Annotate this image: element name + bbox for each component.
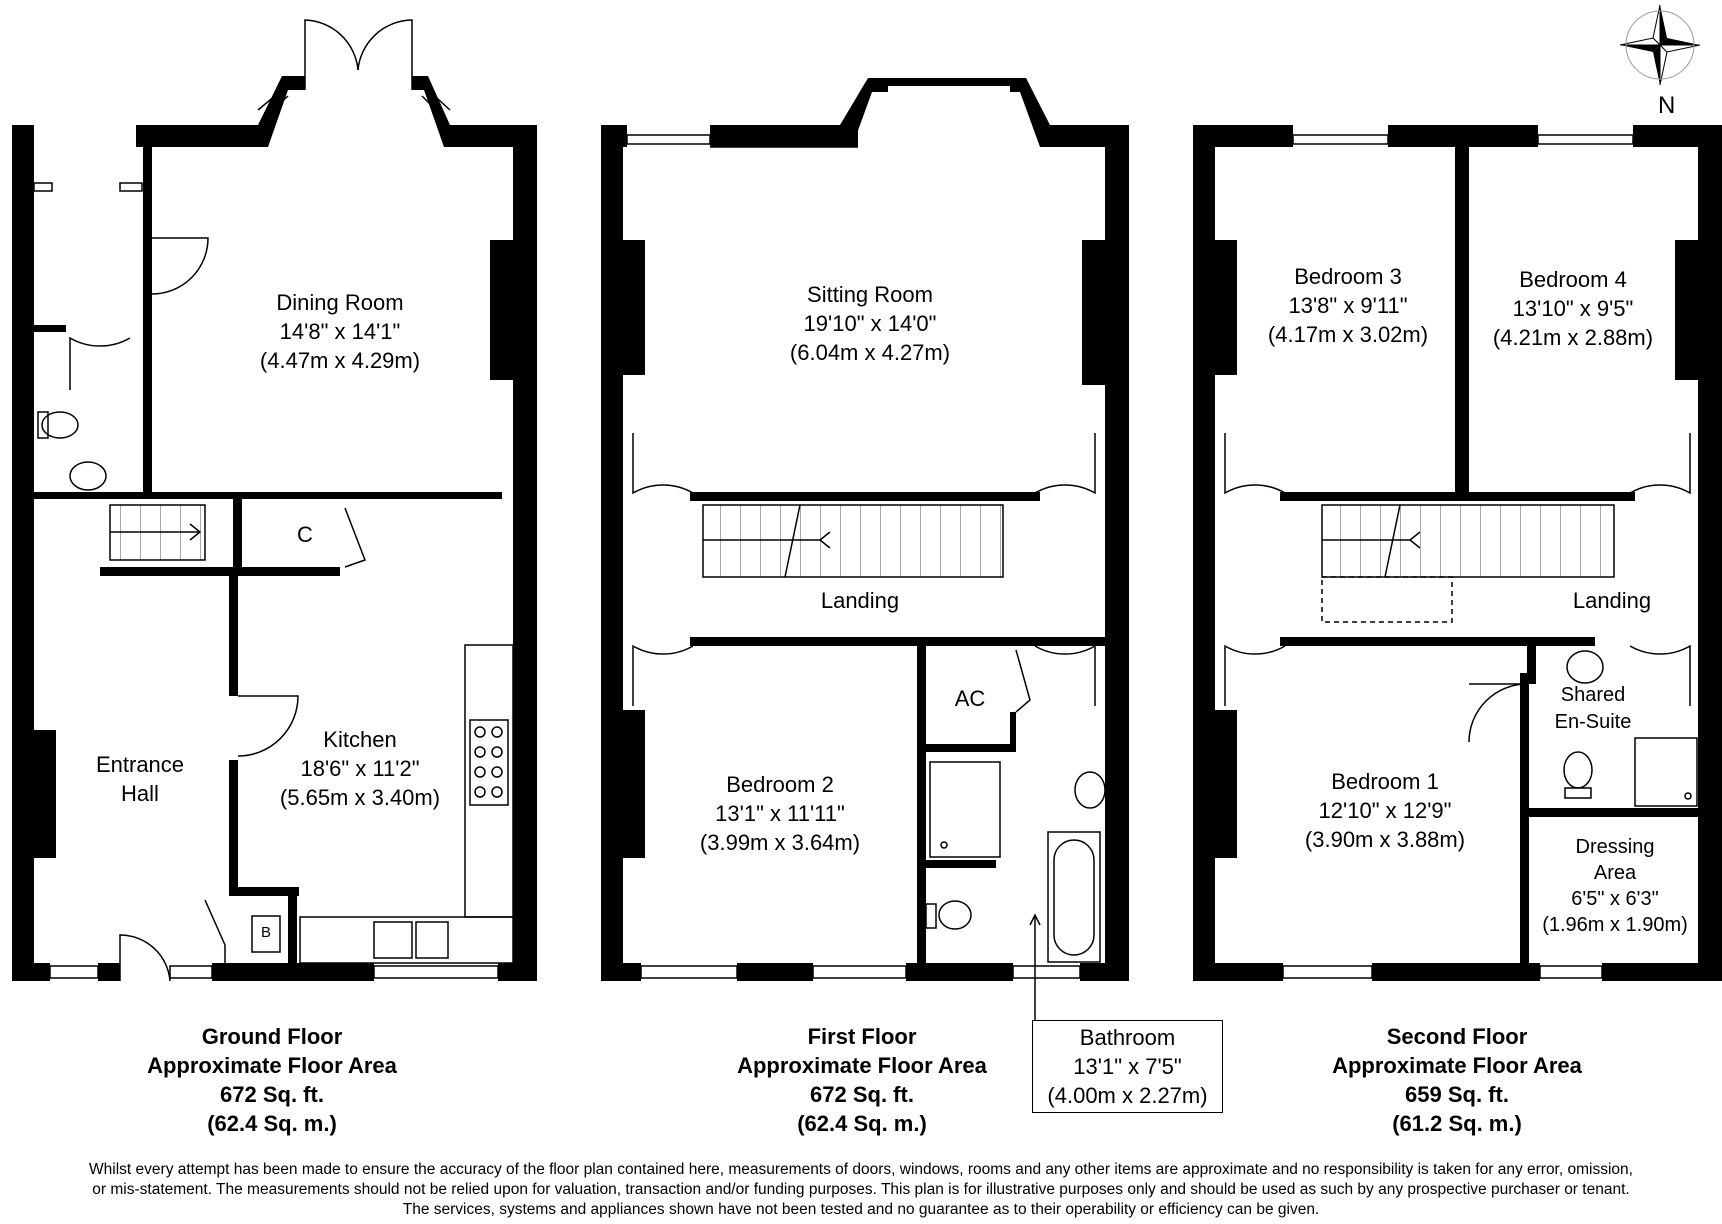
first-door-sitting-right [1035,433,1095,493]
second-wall-dressing [1529,808,1698,817]
first-chimney-bed2 [623,710,645,858]
ground-wall-bottom-left [12,963,50,981]
second-ensuite-shower [1635,738,1697,806]
room-label-landing-first: Landing [820,588,900,613]
first-wall-left [601,125,623,981]
first-door-bed2 [633,646,693,706]
second-wall-bed-split [1455,147,1469,492]
first-floor-fixtures [627,135,1105,1020]
ground-wall-stair-v [233,499,242,567]
first-toilet [939,901,971,929]
ground-kitchen-worktop [465,645,513,917]
ground-floor-fixtures [34,20,513,981]
second-stairs [1322,505,1614,577]
ground-wall-kitchen-v [229,576,238,696]
room-label-dining: Dining Room 14'8" x 14'1" (4.47m x 4.29m) [259,290,421,373]
second-chimney-bed1 [1215,710,1237,858]
first-wall-right [1105,125,1129,981]
room-label-bedroom-4: Bedroom 4 13'10" x 9'5" (4.21m x 2.88m) [1492,267,1654,350]
first-floor-caption: First Floor Approximate Floor Area 672 Sq. ft. (62.4 Sq. m.) [737,1024,987,1136]
ground-wall-bottom-mid [98,963,120,981]
ground-wall-top-left [136,125,258,147]
second-wall-right [1698,125,1722,981]
room-label-dressing-area: Dressing Area 6'5" x 6'3" (1.96m x 1.90m) [1542,836,1688,936]
ground-floor-plan [12,76,537,981]
ground-wall-left [12,125,34,981]
ground-sink [374,922,412,958]
ground-door-utility [70,338,130,390]
room-label-landing-second: Landing [1572,588,1652,613]
first-wall-top-right [1050,125,1129,147]
second-wall-ensuite-v [1520,673,1529,963]
second-wall-landing-top [1280,492,1635,501]
first-chimney-sitting-r [1082,240,1105,385]
room-label-sitting: Sitting Room 19'10" x 14'0" (6.04m x 4.27m) [789,282,951,365]
compass-rose-icon [1620,5,1700,85]
room-label-bedroom-2: Bedroom 2 13'1" x 11'11" (3.99m x 3.64m) [699,772,861,855]
ground-chimney-dining [490,240,514,380]
ground-wall-kitchen-v2 [229,760,238,890]
room-label-cupboard: C [297,522,313,547]
ground-wall-bottom-mid2 [212,963,374,981]
second-door-bed3 [1225,433,1285,493]
second-chimney-bed3 [1215,240,1237,375]
room-label-entrance-hall: Entrance Hall [95,752,185,806]
ground-wall-top-right [450,125,537,147]
room-label-kitchen: Kitchen 18'6" x 11'2" (5.65m x 3.40m) [279,727,441,810]
first-wall-top-mid [710,125,858,147]
ground-door-boiler [205,900,225,963]
room-label-shared-ensuite: Shared En-Suite [1554,684,1632,733]
first-wall-landing-top [690,492,1040,501]
first-wall-bed2-right [917,646,926,963]
room-label-boiler: B [260,924,271,941]
first-shower [930,762,1000,857]
second-wall-landing-bot [1280,637,1595,646]
second-wall-bottom [1193,963,1283,981]
first-wall-shower [926,860,996,868]
first-wall-landing-bot [690,637,1110,646]
second-floor-caption: Second Floor Approximate Floor Area 659 Sq. ft. (61.2 Sq. m.) [1332,1024,1582,1136]
ground-wall-stair-h [100,567,340,576]
second-door-bed1 [1225,646,1285,706]
ground-door-dining [152,238,208,294]
second-door-bed4 [1630,433,1690,493]
ground-floor-caption: Ground Floor Approximate Floor Area 672 Sq. ft. (62.4 Sq. m.) [147,1024,397,1136]
ground-chimney-hall [34,730,56,858]
second-door-ensuite [1469,684,1527,742]
first-door-bath [1035,646,1095,706]
ground-wc-basin [70,462,106,490]
room-label-bedroom-1: Bedroom 1 12'10" x 12'9" (3.90m x 3.88m) [1304,769,1466,852]
first-stairs [703,505,1003,577]
first-bay-left [840,78,888,147]
ground-wall-mid-h [30,492,502,499]
ground-wall-right [513,125,537,981]
ground-door-cupboard [345,508,365,567]
ground-wall-bottom-right [498,963,537,981]
first-wall-ac [926,744,1016,752]
ground-wall-wc [143,147,152,492]
second-wall-top-left [1193,125,1293,147]
first-door-ac [1016,650,1030,712]
second-chimney-bed4 [1675,240,1698,380]
ground-door-front [120,935,170,981]
ground-wall-kitchen-h [229,887,299,896]
ground-french-door-left [305,20,358,90]
room-label-bathroom: Bathroom 13'1" x 7'5" (4.00m x 2.27m) [1032,1020,1223,1113]
compass-north-label: N [1658,92,1676,119]
first-wall-top-left [601,125,627,147]
room-label-bedroom-3: Bedroom 3 13'8" x 9'11" (4.17m x 3.02m) [1267,264,1429,347]
room-label-ac: AC [954,686,986,711]
second-wall-left [1193,125,1215,981]
ground-wall-boiler [288,896,297,963]
first-door-sitting-left [633,433,693,493]
disclaimer-text: Whilst every attempt has been made to ensure the accuracy of the floor plan contained here, measurements of doors, windows, rooms and any other items are approximate and no responsibility is taken for any error, omission, or mis-statement. The measurements should not be relied upon for valuation, transaction and/or funding purposes. This plan is for illustrative purposes only and should be used as such by any prospective purchaser or tenant. The services, systems and appliances shown have not been tested and no guarantee as to their operability or efficiency can be given. [89,1161,1633,1218]
second-ensuite-basin [1567,651,1603,683]
ground-french-door-right [358,20,412,90]
first-wall-bottom [601,963,641,981]
second-ensuite-toilet [1564,752,1592,788]
ground-bay-right [412,76,450,147]
first-bay-right [1010,78,1050,147]
ground-wall-cloak [30,325,66,332]
ground-bay-left [258,76,305,147]
first-basin [1075,772,1105,808]
first-chimney-sitting [623,240,645,375]
